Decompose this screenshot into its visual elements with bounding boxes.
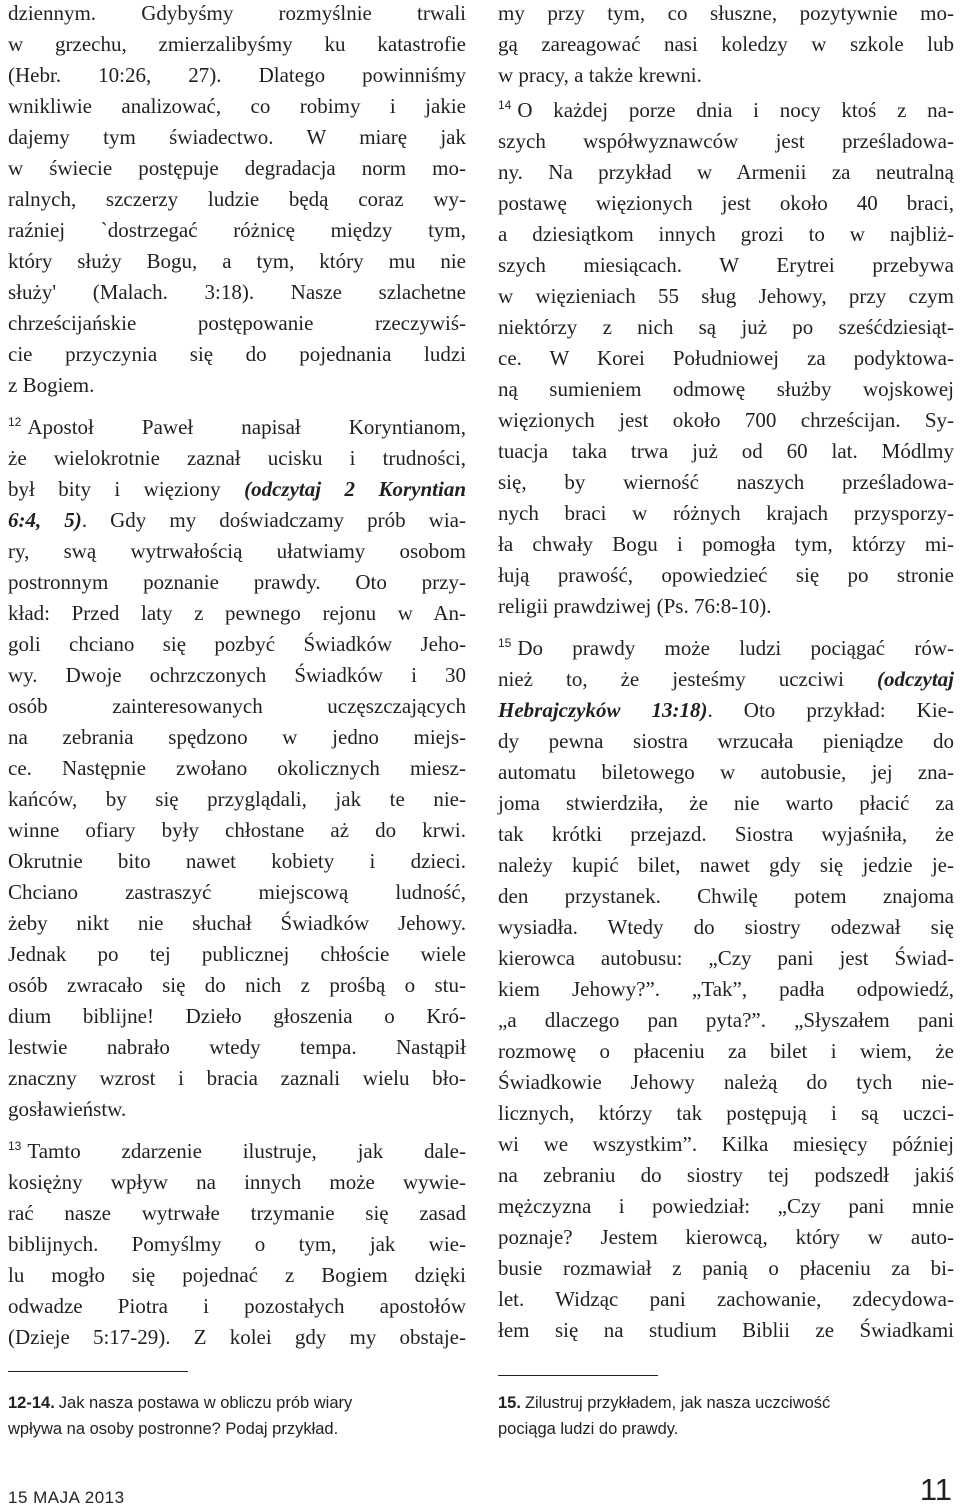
text-line: nych braci w różnych krajach przysporzy- [498, 501, 954, 525]
text-line: my przy tym, co słuszne, pozytywnie mo- [498, 1, 954, 25]
text-line: się, by wierność naszych prześladowa- [498, 470, 954, 494]
text-line: ralnych, szczerzy ludzie będą coraz wy- [8, 187, 466, 211]
text-line: Świadkowie Jehowy należą do tych nie- [498, 1070, 954, 1094]
text-line: religii prawdziwej (Ps. 76:8-10). [498, 594, 772, 618]
text-line: a dziesiątkom innych grozi to w najbliż- [498, 222, 954, 246]
text-line: wy. Dwoje ochrzczonych Świadków i 30 [8, 663, 466, 687]
footnote-rule [498, 1375, 658, 1376]
text-line: na zebrania spędzono w jedno miejs- [8, 725, 466, 749]
text-line: wnikliwie analizować, co robimy i jakie [8, 94, 466, 118]
text-line: postronnym poznanie prawdy. Oto przy- [8, 570, 466, 594]
text-line: (Dzieje 5:17-29). Z kolei gdy my obstaje- [8, 1325, 466, 1349]
text-line: rozmowę o płaceniu za bilet i wiem, że [498, 1039, 954, 1063]
text-line: łują prawość, opowiedzieć się po stronie [498, 563, 954, 587]
text-line: kiem Jehowy?”. „Tak”, padła odpowiedź, [498, 977, 954, 1001]
text-line: lestwie nabrało wtedy tempa. Nastąpił [8, 1035, 466, 1059]
text-line: kańców, by się przyglądali, jak te nie- [8, 787, 466, 811]
question-number: 12-14. [8, 1394, 55, 1412]
text-line: Jednak po tej publicznej chłoście wiele [8, 942, 466, 966]
scripture-reference: 6:4, 5) [8, 508, 82, 532]
text-line: nież to, że jesteśmy uczciwi (odczytaj [498, 667, 955, 691]
study-question-right-line2: pociąga ludzi do prawdy. [498, 1420, 679, 1438]
text-line: odwadze Piotra i pozostałych apostołów [8, 1294, 466, 1318]
text-line: Hebrajczyków 13:18). Oto przykład: Kie- [498, 698, 954, 722]
text-line: szych współwyznawców jest prześladowa- [498, 129, 954, 153]
text-line: automatu biletowego w autobusie, jej zna- [498, 760, 954, 784]
text-line: niektórzy z nich są już po sześćdziesiąt- [498, 315, 954, 339]
text-line: ny. Na przykład w Armenii za neutralną [498, 160, 954, 184]
text-line: szych miesiącach. W Erytrei przebywa [498, 253, 954, 277]
question-number: 15. [498, 1394, 521, 1412]
paragraph-number: 13 [8, 1139, 22, 1153]
text-line: łem się na studium Biblii ze Świadkami [498, 1318, 954, 1342]
text-line: Okrutnie bito nawet kobiety i dzieci. [8, 849, 466, 873]
text-line: że wielokrotnie zaznał ucisku i trudności, [8, 446, 466, 470]
text-line: w świecie postępuje degradacja norm mo- [8, 156, 466, 180]
text-line: busie rozmawiał z panią o płaceniu za bi- [498, 1256, 954, 1280]
text-line: rać nasze wytrwałe trzymanie się zasad [8, 1201, 466, 1225]
text-line: (Hebr. 10:26, 27). Dlatego powinniśmy [8, 63, 466, 87]
text-line: biblijnych. Pomyślmy o tym, jak wie- [8, 1232, 466, 1256]
text-line: tuacja taka trwa już od 60 lat. Módlmy [498, 439, 954, 463]
paragraph-number: 15 [498, 636, 512, 650]
issue-date: 15 MAJA 2013 [8, 1488, 125, 1507]
text-line: ną sumieniem odmowę służby wojskowej [498, 377, 954, 401]
study-question-right: 15. Zilustruj przykładem, jak nasza uczciwość [498, 1394, 831, 1412]
text-line: gosławieństw. [8, 1097, 127, 1121]
paragraph-13-first-line: $^{13}$ Tamto zdarzenie ilustruje, jak dale- [8, 1139, 466, 1163]
text-line: wysiadła. Wtedy do siostry odezwał się [498, 915, 954, 939]
text-line: tak krótki przejazd. Siostra wyjaśniła, że [498, 822, 954, 846]
paragraph-number: 12 [8, 415, 22, 429]
text-line: na zebraniu do siostry tej podszedł jakiś [498, 1163, 954, 1187]
text-line: raźniej `dostrzegać różnicę między tym, [8, 218, 466, 242]
text-line: postawę więzionych jest około 40 braci, [498, 191, 954, 215]
text-line: więzionych jest około 700 chrześcijan. Sy- [498, 408, 954, 432]
scripture-reference: Hebrajczyków 13:18) [498, 698, 708, 722]
text-line: 6:4, 5). Gdy my doświadczamy prób wia- [8, 508, 466, 532]
text-line: który służy Bogu, a tym, który mu nie [8, 249, 466, 273]
paragraph-14-first-line: $^{14}$ O każdej porze dnia i nocy ktoś z na- [498, 98, 954, 122]
text-line: z Bogiem. [8, 373, 95, 397]
text-line: poznaje? Jestem kierowcą, który w auto- [498, 1225, 954, 1249]
text-line: w więzieniach 55 sług Jehowy, przy czym [498, 284, 954, 308]
scripture-reference: (odczytaj 2 Koryntian [244, 477, 466, 501]
text-line: joma stwierdziła, że nie warto płacić za [498, 791, 954, 815]
text-line: w grzechu, zmierzalibyśmy ku katastrofie [8, 32, 466, 56]
text-line: lu mogło się pojednać z Bogiem dzięki [8, 1263, 466, 1287]
text-line: ce. W Korei Południowej za podyktowa- [498, 346, 954, 370]
text-line: kosiężny wpływ na innych może wywie- [8, 1170, 466, 1194]
text-line: należy kupić bilet, nawet gdy się jedzie je- [498, 853, 954, 877]
text-line: był bity i więziony (odczytaj 2 Koryntian [8, 477, 466, 501]
text-line: kierowca autobusu: „Czy pani jest Świad- [498, 946, 954, 970]
text-line: osób zwracało się do nich z prośbą o stu- [8, 973, 466, 997]
study-question-left-line2: wpływa na osoby postronne? Podaj przykład. [8, 1420, 339, 1438]
scripture-reference: (odczytaj [877, 667, 955, 691]
text-line: żeby nikt nie słuchał Świadków Jehowy. [8, 911, 466, 935]
text-line: osób zainteresowanych uczęszczających [8, 694, 466, 718]
text-line: znaczny wzrost i bracia zaznali wielu bło- [8, 1066, 466, 1090]
text-line: let. Widząc pani zachowanie, zdecydowa- [498, 1287, 954, 1311]
text-line: winne ofiary były chłostane aż do krwi. [8, 818, 466, 842]
text-line: ce. Następnie zwołano okolicznych miesz- [8, 756, 466, 780]
text-line: ła chwały Bogu i pomogła tym, którzy mi- [498, 532, 954, 556]
text-line: licznych, którzy tak postępują i są uczci- [498, 1101, 954, 1125]
text-line: mężczyzna i powiedział: „Czy pani mnie [498, 1194, 954, 1218]
text-line: dy pewna siostra wrzucała pieniądze do [498, 729, 954, 753]
page-number: 11 [919, 1472, 952, 1507]
text-line: „a dlaczego pan pyta?”. „Słyszałem pani [498, 1008, 954, 1032]
text-line: goli chciano się pozbyć Świadków Jeho- [8, 632, 466, 656]
text-line: den przystanek. Chwilę potem znajoma [498, 884, 954, 908]
study-question-left: 12-14. Jak nasza postawa w obliczu prób wiary [8, 1394, 353, 1412]
text-line: cie przyczynia się do pojednania ludzi [8, 342, 466, 366]
text-line: służy' (Malach. 3:18). Nasze szlachetne [8, 280, 466, 304]
text-line: gą zareagować nasi koledzy w szkole lub [498, 32, 954, 56]
text-line: dium biblijne! Dzieło głoszenia o Kró- [8, 1004, 466, 1028]
text-line: kład: Przed laty z pewnego rejonu w An- [8, 601, 466, 625]
text-line: wi we wszystkim”. Kilka miesięcy później [498, 1132, 954, 1156]
paragraph-15-first-line: $^{15}$ Do prawdy może ludzi pociągać rów- [498, 636, 954, 660]
text-line: w pracy, a także krewni. [498, 63, 702, 87]
text-line: dajemy tym świadectwo. W miarę jak [8, 125, 466, 149]
text-line: chrześcijańskie postępowanie rzeczywiś- [8, 311, 466, 335]
text-line: Chciano zastraszyć miejscową ludność, [8, 880, 466, 904]
footnote-rule [8, 1371, 188, 1372]
text-line: dziennym. Gdybyśmy rozmyślnie trwali [8, 1, 466, 25]
text-line: ry, swą wytrwałością ułatwiamy osobom [8, 539, 466, 563]
paragraph-number: 14 [498, 98, 512, 112]
paragraph-12-first-line: $^{12}$ Apostoł Paweł napisał Koryntianom, [8, 415, 466, 439]
